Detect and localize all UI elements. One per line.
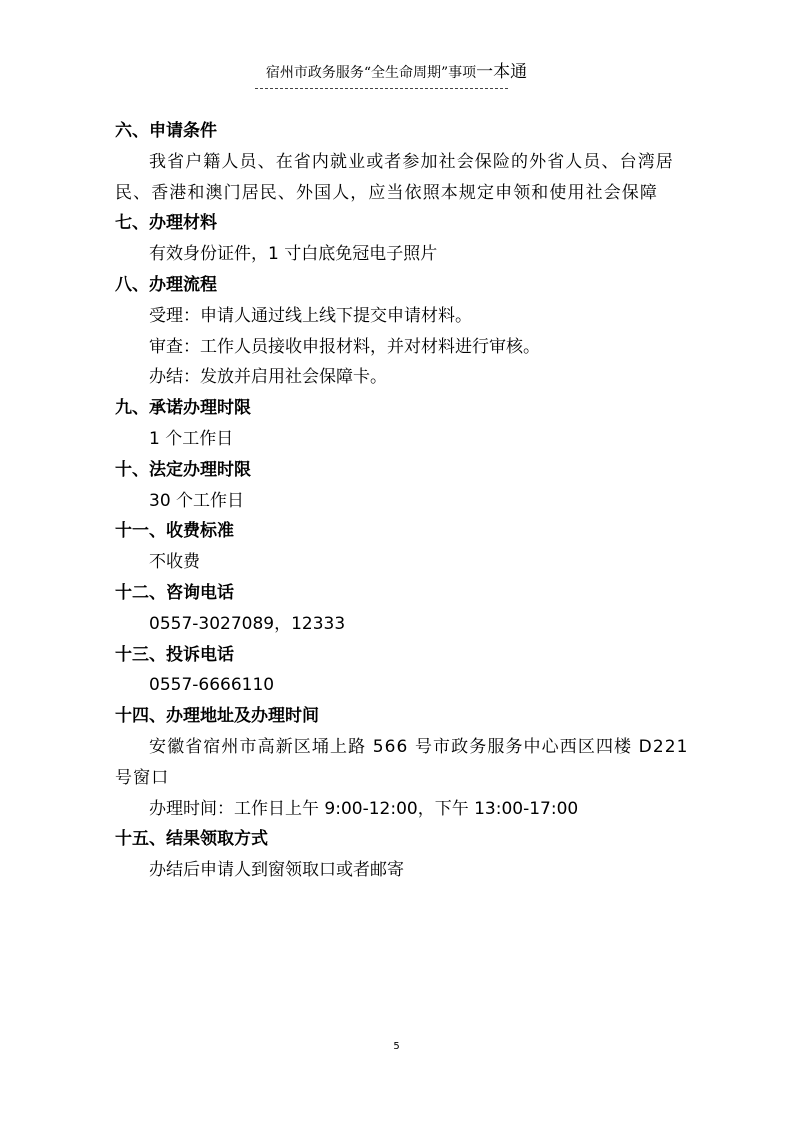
section-paragraph: 审查：工作人员接收申报材料，并对材料进行审核。 — [149, 336, 540, 357]
section-heading: 十四、办理地址及办理时间 — [115, 706, 319, 727]
document-body — [115, 116, 705, 886]
section-heading: 十一、收费标准 — [115, 521, 234, 542]
header-underline — [255, 88, 508, 89]
section-heading: 十五、结果领取方式 — [115, 829, 268, 850]
section-fee-standard — [115, 516, 705, 578]
section-paragraph: 办结：发放并启用社会保障卡。 — [149, 367, 387, 388]
page-number: 5 — [393, 1041, 400, 1052]
section-process — [115, 270, 705, 393]
section-consult-phone — [115, 578, 705, 640]
section-heading: 七、办理材料 — [115, 213, 217, 234]
section-result-collection — [115, 824, 705, 886]
section-paragraph: 30 个工作日 — [149, 490, 245, 511]
section-heading: 九、承诺办理时限 — [115, 398, 251, 419]
section-paragraph: 办结后申请人到窗领取口或者邮寄 — [149, 860, 404, 881]
header-suffix: 一本通 — [476, 62, 528, 82]
section-paragraph: 0557-6666110 — [149, 675, 275, 696]
section-paragraph: 我省户籍人员、在省内就业或者参加社会保险的外省人员、台湾居民、香港和澳门居民、外国人，应当依照本规定申领和使用社会保障 — [115, 151, 674, 203]
section-paragraph: 受理：申请人通过线上线下提交申请材料。 — [149, 305, 472, 326]
section-paragraph: 不收费 — [149, 552, 200, 573]
section-paragraph: 1 个工作日 — [149, 428, 234, 449]
section-address-hours — [115, 701, 705, 824]
section-paragraph: 办理时间：工作日上午 9:00-12:00，下午 13:00-17:00 — [149, 798, 579, 819]
section-materials — [115, 208, 705, 270]
section-paragraph: 0557-3027089，12333 — [149, 613, 346, 634]
header-title: 宿州市政务服务“全生命周期”事项 — [265, 65, 477, 81]
section-application-conditions — [115, 116, 705, 208]
section-paragraph: 有效身份证件，1 寸白底免冠电子照片 — [149, 244, 438, 265]
section-heading: 十三、投诉电话 — [115, 644, 234, 665]
section-paragraph: 安徽省宿州市高新区埇上路 566 号市政务服务中心西区四楼 D221 号窗口 — [115, 736, 689, 788]
section-heading: 六、申请条件 — [115, 121, 217, 141]
section-heading: 八、办理流程 — [115, 274, 217, 295]
section-heading: 十二、咨询电话 — [115, 582, 234, 603]
section-promised-time-limit — [115, 393, 705, 455]
page-header — [0, 62, 793, 83]
section-heading: 十、法定办理时限 — [115, 459, 251, 480]
section-legal-time-limit — [115, 455, 705, 517]
section-complaint-phone — [115, 640, 705, 702]
